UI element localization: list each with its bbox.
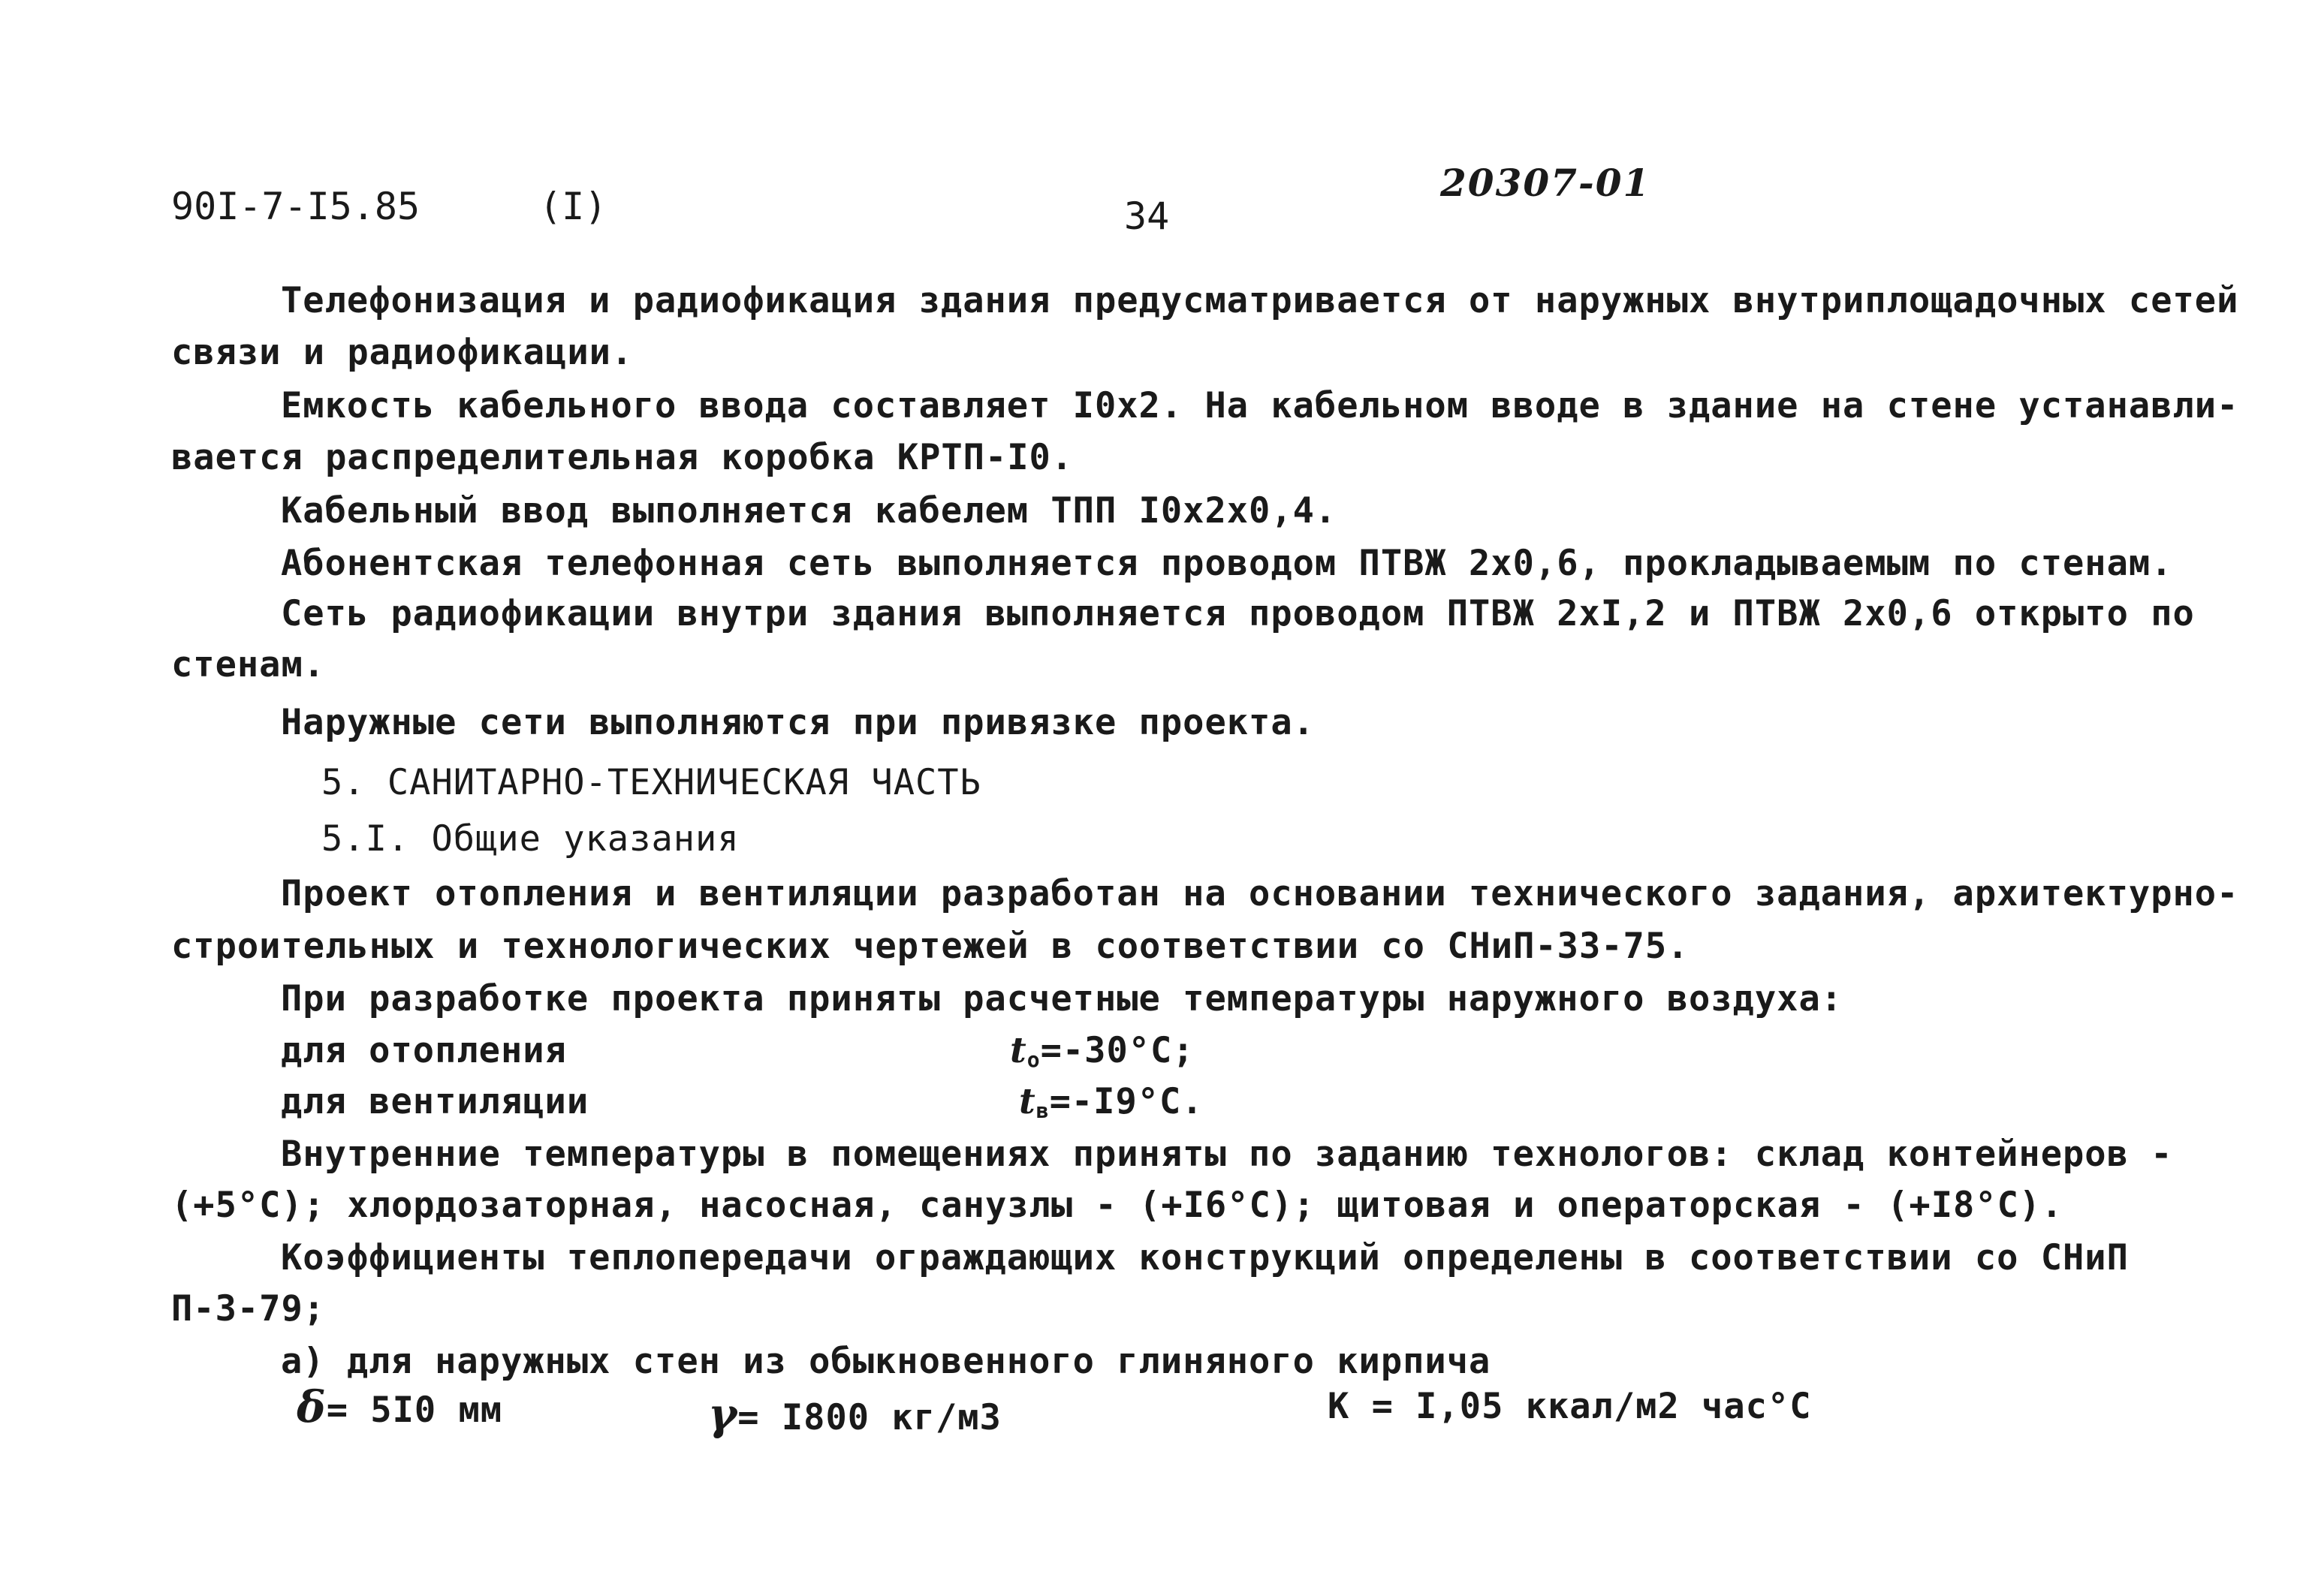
text-line: связи и радиофикации. <box>171 332 634 373</box>
text-line: П-3-79; <box>171 1288 326 1329</box>
text-line: При разработке проекта приняты расчетные температуры наружного воздуха: <box>281 978 1843 1019</box>
delta-symbol: δ <box>297 1381 327 1432</box>
temperature-symbol: t <box>1019 1081 1036 1122</box>
text-line: Емкость кабельного ввода составляет I0x2. На кабельном вводе в здание на стене устанавли- <box>281 385 2239 426</box>
text-line: строительных и технологических чертежей в соответствии со СНиП-33-75. <box>171 926 1690 967</box>
gamma-symbol: γ <box>708 1389 738 1440</box>
text-line: стенам. <box>171 644 326 685</box>
heat-transfer-coefficient: К = I,05 ккал/м2 час°С <box>1328 1386 1812 1427</box>
part-number: (I) <box>539 185 607 228</box>
temperature-value: =-30°С; <box>1040 1030 1195 1071</box>
document-code: 90I-7-I5.85 <box>171 185 421 228</box>
temperature-subscript: о <box>1026 1047 1041 1072</box>
page-number: 34 <box>1124 194 1170 238</box>
brick-density-value: = I800 кг/м3 <box>737 1397 1002 1438</box>
text-line: Наружные сети выполняются при привязке проекта. <box>281 702 1315 743</box>
text-line: Абонентская телефонная сеть выполняется проводом ПТВЖ 2x0,6, прокладываемым по стенам. <box>281 543 2173 584</box>
text-line: Телефонизация и радиофикация здания предусматривается от наружных внутриплощадочных сетей <box>281 280 2239 321</box>
text-line: Проект отопления и вентиляции разработан на основании технического задания, архитектурно- <box>281 873 2239 914</box>
wall-thickness-value: = 5I0 мм <box>326 1390 503 1431</box>
temperature-symbol: t <box>1010 1030 1027 1071</box>
temperature-value: =-I9°С. <box>1049 1081 1204 1122</box>
wall-thickness <box>297 1381 503 1432</box>
ventilation-label: для вентиляции <box>281 1081 589 1122</box>
text-line: вается распределительная коробка КРТП-I0. <box>171 437 1074 478</box>
temperature-subscript: в <box>1035 1098 1050 1123</box>
list-item-a: а) для наружных стен из обыкновенного глиняного кирпича <box>281 1341 1491 1382</box>
ventilation-temperature <box>1019 1081 1204 1132</box>
text-line: (+5°С); хлордозаторная, насосная, санузлы - (+I6°С); щитовая и операторская - (+I8°С). <box>171 1185 2063 1226</box>
text-line: Внутренние температуры в помещениях приняты по заданию технологов: склад контейнеров - <box>281 1134 2173 1175</box>
brick-density <box>708 1389 1002 1440</box>
heating-label: для отопления <box>281 1030 567 1071</box>
subsection-title: 5.I. Общие указания <box>321 818 740 860</box>
handwritten-code: 20307-01 <box>1440 161 1651 205</box>
text-line: Коэффициенты теплопередачи ограждающих конструкций определены в соответствии со СНиП <box>281 1237 2129 1278</box>
text-line: Сеть радиофикации внутри здания выполняется проводом ПТВЖ 2xI,2 и ПТВЖ 2x0,6 открыто по <box>281 593 2195 634</box>
heating-temperature <box>1010 1030 1195 1081</box>
section-title: 5. САНИТАРНО-ТЕХНИЧЕСКАЯ ЧАСТЬ <box>321 762 981 803</box>
text-line: Кабельный ввод выполняется кабелем ТПП I0x2x0,4. <box>281 490 1337 531</box>
